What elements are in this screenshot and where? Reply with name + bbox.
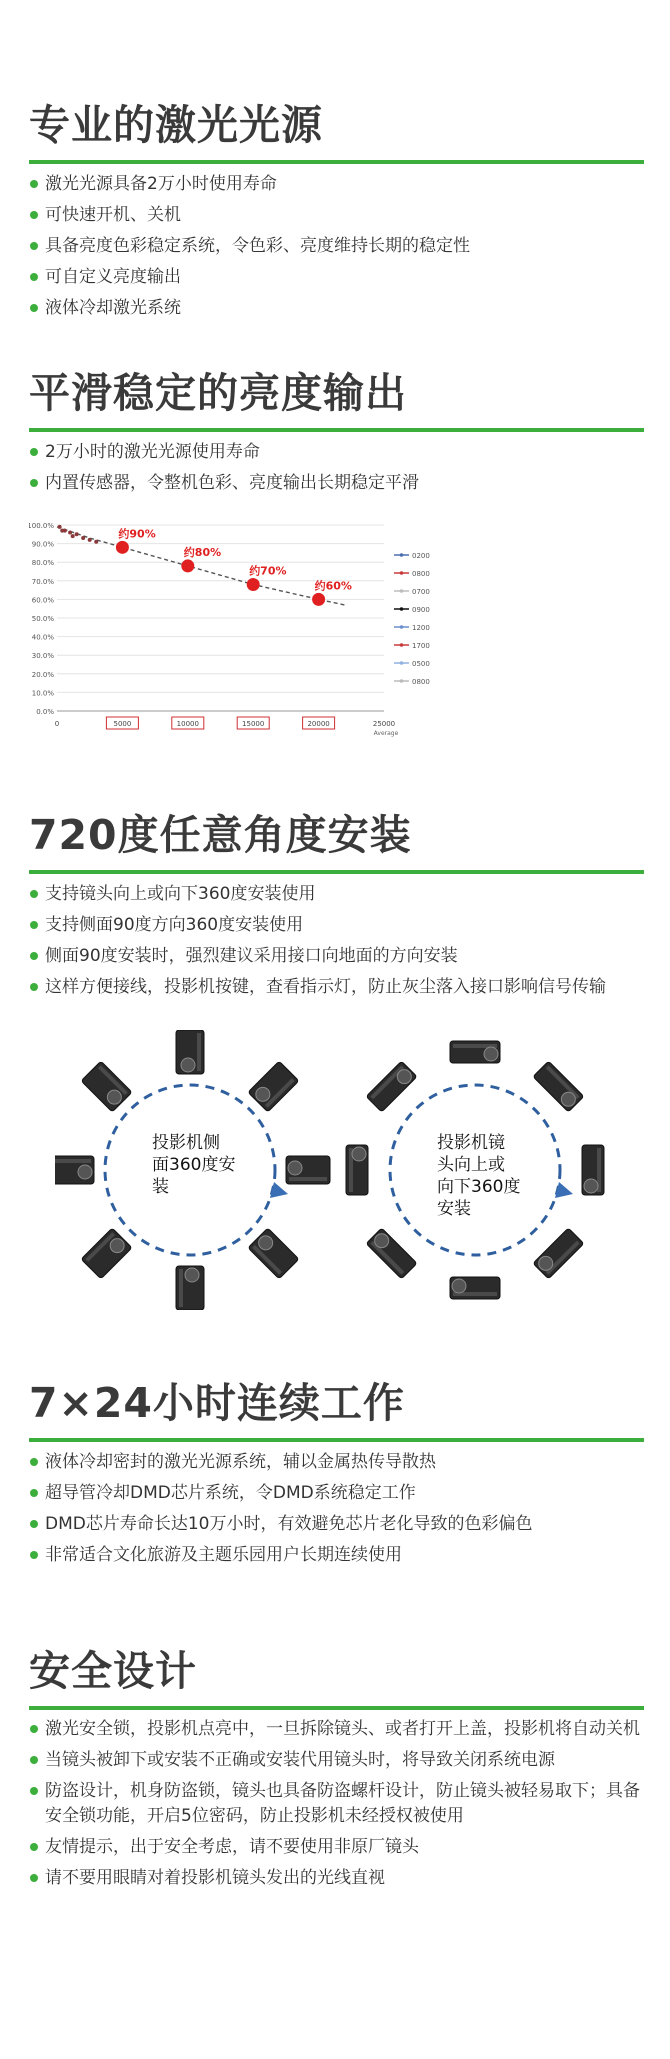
lens-icon — [78, 1165, 92, 1179]
list-item: 当镜头被卸下或安装不正确或安装代用镜头时，将导致关闭系统电源 — [29, 1748, 644, 1773]
y-tick-label: 30.0% — [31, 652, 54, 661]
legend-marker — [400, 589, 404, 593]
projector-icon — [450, 1277, 500, 1299]
annotation-marker — [116, 541, 129, 554]
section-title: 安全设计 — [29, 1647, 197, 1695]
sample-point — [88, 538, 92, 542]
list-item: 液体冷却密封的激光光源系统，辅以金属热传导散热 — [29, 1447, 644, 1478]
x-tick-label: 25000 — [372, 720, 396, 728]
projector-icon — [582, 1145, 604, 1195]
sample-point — [94, 540, 98, 544]
y-tick-label: 10.0% — [31, 689, 54, 698]
title-underline — [29, 428, 644, 432]
list-item: DMD芯片寿命长达10万小时，有效避免芯片老化导致的色彩偏色 — [29, 1509, 644, 1540]
projector-icon — [248, 1228, 299, 1279]
brightness-chart — [29, 513, 449, 743]
projector-icon — [248, 1061, 299, 1112]
diagram-label: 向下360度 — [437, 1177, 521, 1197]
lens-icon — [288, 1161, 302, 1175]
list-item: 超导管冷却DMD芯片系统，令DMD系统稳定工作 — [29, 1478, 644, 1509]
projector-body — [248, 1228, 299, 1279]
list-item: 激光光源具备2万小时使用寿命 — [29, 169, 644, 200]
chart-svg — [29, 513, 449, 743]
list-item: 液体冷却激光系统 — [29, 293, 644, 324]
projector-top-vent — [55, 1159, 91, 1163]
y-tick-label: 80.0% — [31, 559, 54, 568]
legend-marker — [400, 643, 404, 647]
list-item: 激光安全锁，投影机点亮中，一旦拆除镜头、或者打开上盖，投影机将自动关机 — [29, 1717, 644, 1742]
sample-point — [60, 529, 64, 533]
lens-mount-diagram — [340, 1030, 640, 1310]
lens-icon — [452, 1279, 466, 1293]
y-tick-label: 20.0% — [31, 670, 54, 679]
projector-body — [81, 1061, 132, 1112]
legend-label: 0700 — [412, 588, 430, 596]
legend-marker — [400, 553, 404, 557]
section-title: 专业的激光光源 — [29, 101, 323, 149]
projector-icon — [176, 1266, 204, 1310]
sample-point — [71, 534, 75, 538]
list-item: 支持侧面90度方向360度安装使用 — [29, 910, 644, 941]
projector-icon — [176, 1030, 204, 1074]
list-item: 这样方便接线，投影机按键，查看指示灯，防止灰尘落入接口影响信号传输 — [29, 975, 644, 1000]
section-title: 平滑稳定的亮度输出 — [29, 369, 407, 417]
y-tick-label: 40.0% — [31, 633, 54, 642]
projector-top-vent — [179, 1269, 183, 1307]
projector-icon — [81, 1228, 132, 1279]
list-item: 友情提示，出于安全考虑，请不要使用非原厂镜头 — [29, 1835, 644, 1860]
lens-icon — [484, 1047, 498, 1061]
diagram-label: 装 — [152, 1177, 169, 1197]
list-item: 可快速开机、关机 — [29, 200, 644, 231]
legend-label: 0200 — [412, 552, 430, 560]
list-item: 支持镜头向上或向下360度安装使用 — [29, 879, 644, 910]
legend-marker — [400, 607, 404, 611]
bullet-list — [29, 1447, 644, 1571]
diagram-label: 安装 — [437, 1199, 471, 1219]
projector-icon — [346, 1145, 368, 1195]
lens-icon — [181, 1058, 195, 1072]
projector-body — [248, 1061, 299, 1112]
projector-top-vent — [197, 1033, 201, 1071]
title-underline — [29, 1706, 644, 1710]
annotation-label: 约90% — [118, 527, 156, 541]
x-tick-label: 0 — [54, 720, 60, 728]
diagram-label: 投影机镜 — [437, 1133, 505, 1153]
projector-icon — [55, 1156, 94, 1184]
annotation-label: 约70% — [249, 564, 287, 578]
projector-body — [533, 1228, 584, 1279]
diagram-label: 投影机侧 — [152, 1133, 220, 1153]
title-underline — [29, 160, 644, 164]
annotation-marker — [181, 559, 194, 572]
title-underline — [29, 1438, 644, 1442]
section-title: 7×24小时连续工作 — [29, 1379, 405, 1427]
lens-icon — [352, 1147, 366, 1161]
x-tick-label: 10000 — [176, 720, 199, 728]
legend-label: 0500 — [412, 660, 430, 668]
list-item: 防盗设计，机身防盗锁，镜头也具备防盗螺杆设计，防止镜头被轻易取下；具备安全锁功能，开启5位密码，防止投影机未经授权被使用 — [29, 1779, 644, 1829]
y-tick-label: 50.0% — [31, 615, 54, 623]
legend-marker — [400, 625, 404, 629]
projector-body — [533, 1061, 584, 1112]
annotation-label: 约80% — [183, 545, 222, 559]
title-underline — [29, 870, 644, 874]
projector-icon — [533, 1228, 584, 1279]
diagram-label: 面360度安 — [152, 1155, 236, 1175]
y-tick-label: 60.0% — [31, 596, 54, 605]
annotation-label: 约60% — [314, 579, 352, 593]
section-title: 720度任意角度安装 — [29, 811, 412, 859]
legend-marker — [400, 571, 404, 575]
rotation-diagram-svg — [340, 1030, 640, 1310]
bullet-list — [29, 169, 644, 324]
legend-label: 1700 — [412, 642, 430, 650]
projector-icon — [533, 1061, 584, 1112]
legend-label: 0900 — [412, 606, 430, 614]
lens-icon — [584, 1179, 598, 1193]
projector-icon — [81, 1061, 132, 1112]
y-tick-label: 100.0% — [29, 522, 54, 530]
legend-marker — [400, 661, 404, 665]
projector-body — [81, 1228, 132, 1279]
bullet-list — [29, 437, 644, 499]
x-tick-label: 5000 — [113, 720, 132, 728]
list-item: 侧面90度安装时，强烈建议采用接口向地面的方向安装 — [29, 941, 644, 972]
sample-point — [68, 530, 72, 534]
y-tick-label: 0.0% — [36, 708, 54, 716]
projector-icon — [286, 1156, 330, 1184]
diagram-label: 头向上或 — [437, 1155, 505, 1175]
projector-top-vent — [289, 1177, 327, 1181]
sample-point — [58, 525, 62, 529]
sample-point — [81, 536, 85, 540]
list-item: 内置传感器，令整机色彩、亮度输出长期稳定平滑 — [29, 468, 644, 499]
list-item: 请不要用眼睛对着投影机镜头发出的光线直视 — [29, 1866, 644, 1891]
bullet-list — [29, 879, 644, 1003]
projector-body — [366, 1228, 417, 1279]
list-item: 具备亮度色彩稳定系统，令色彩、亮度维持长期的稳定性 — [29, 231, 644, 262]
projector-icon — [366, 1061, 417, 1112]
list-item: 2万小时的激光光源使用寿命 — [29, 437, 644, 468]
annotation-marker — [247, 578, 260, 591]
projector-body — [366, 1061, 417, 1112]
legend-label: 0800 — [412, 570, 430, 578]
sample-point — [75, 532, 79, 536]
annotation-marker — [312, 593, 325, 606]
rotation-diagram-svg — [55, 1030, 355, 1310]
trend-line — [57, 527, 345, 605]
x-tick-label: 20000 — [307, 720, 330, 728]
y-tick-label: 90.0% — [31, 540, 54, 549]
lens-icon — [185, 1268, 199, 1282]
legend-label: 0800 — [412, 678, 430, 686]
x-axis-extra-label: Average — [373, 730, 399, 737]
legend-marker — [400, 679, 404, 683]
projector-icon — [450, 1041, 500, 1063]
y-tick-label: 70.0% — [31, 577, 54, 586]
rotation-arrow-icon — [270, 1182, 288, 1198]
side-mount-diagram — [55, 1030, 355, 1310]
legend-label: 1200 — [412, 624, 430, 632]
list-item: 可自定义亮度输出 — [29, 262, 644, 293]
rotation-arrow-icon — [555, 1182, 573, 1198]
x-tick-label: 15000 — [242, 720, 265, 728]
bullet-list — [29, 1717, 644, 1897]
list-item: 非常适合文化旅游及主题乐园用户长期连续使用 — [29, 1540, 644, 1571]
projector-icon — [366, 1228, 417, 1279]
